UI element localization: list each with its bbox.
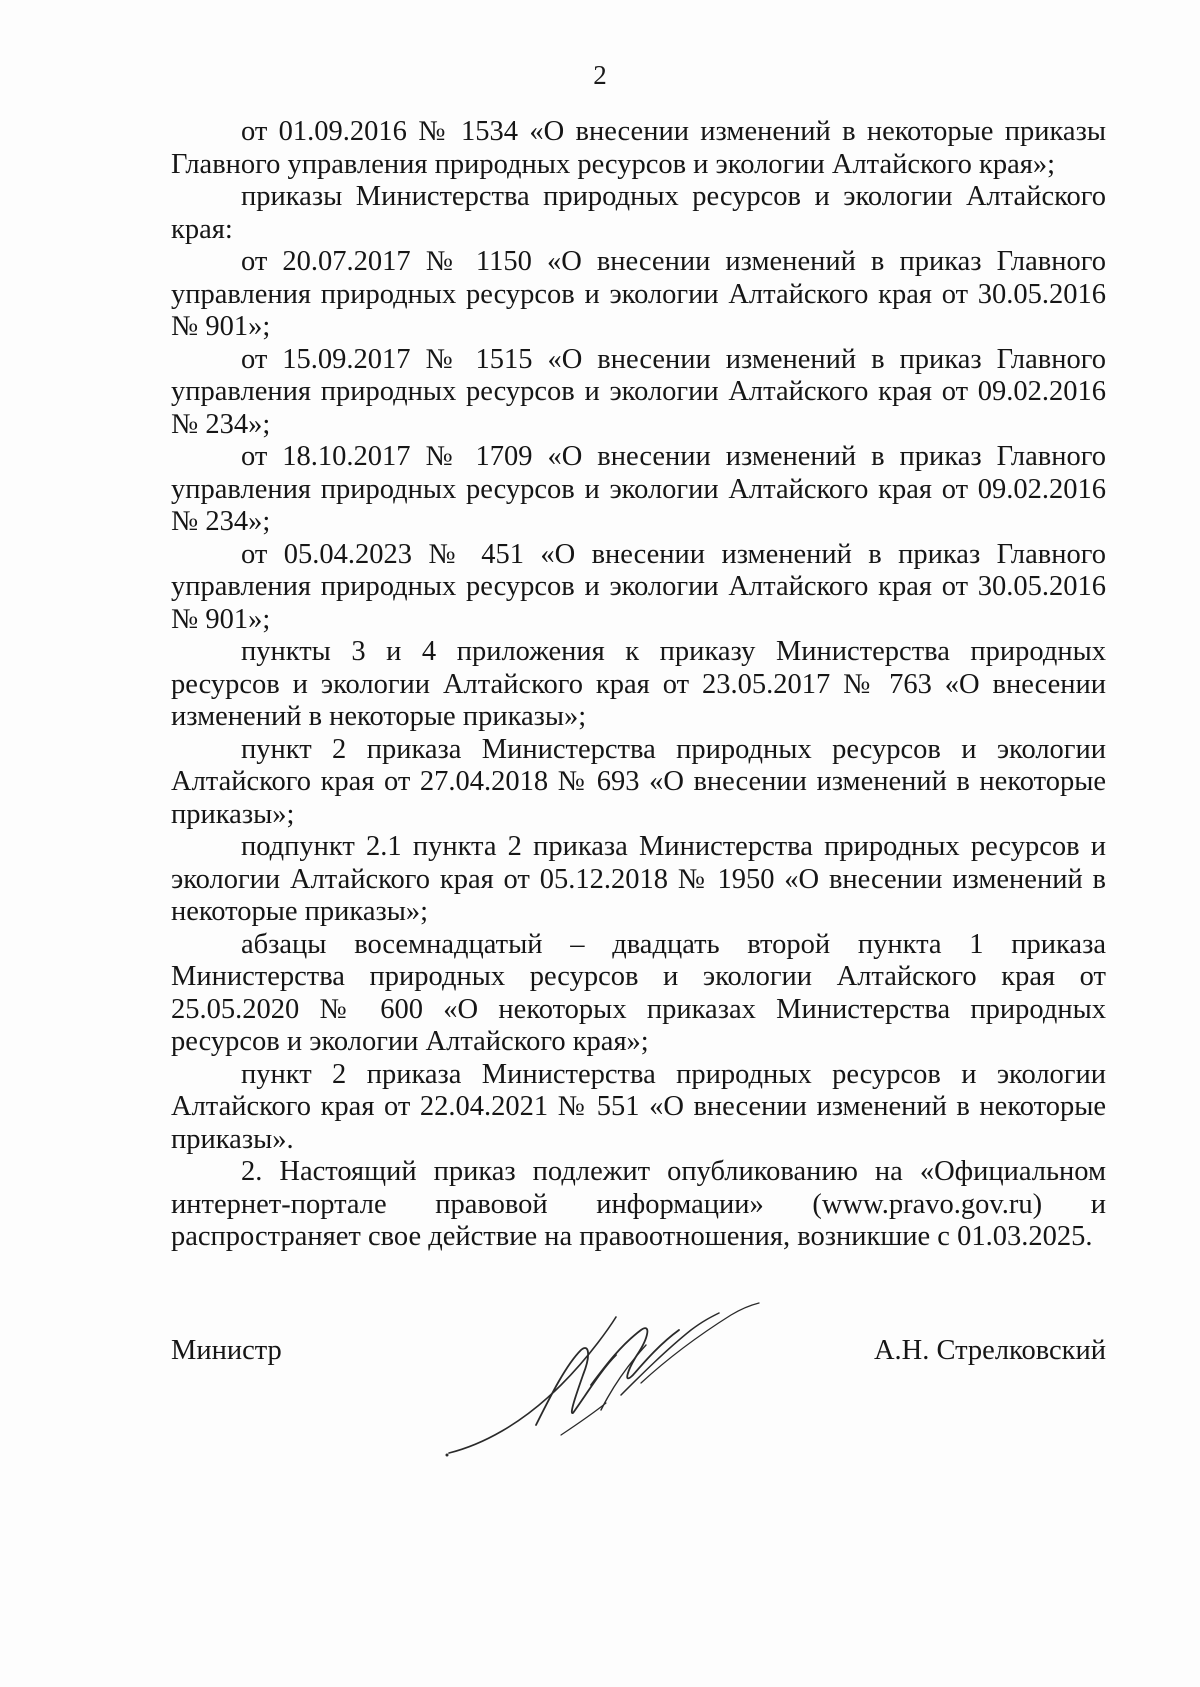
paragraph: от 01.09.2016 № 1534 «О внесении изменений в некоторые приказы Главного управления природных ресурсов и экологии Алтайского края»; [171, 116, 1106, 180]
paragraph: от 15.09.2017 № 1515 «О внесении изменений в приказ Главного управления природных ресурсов и экологии Алтайского края от 09.02.2016 № 234»; [171, 343, 1106, 440]
paragraph: 2. Настоящий приказ подлежит опубликованию на «Официальном интернет-портале правовой информации» (www.pravo.gov.ru) и распространяет свое действие на правоотношения, возникшие с 01.03.2025. [171, 1156, 1106, 1252]
handwritten-signature [441, 1275, 771, 1475]
paragraph: приказы Министерства природных ресурсов и экологии Алтайского края: [171, 181, 1106, 245]
paragraph: пункты 3 и 4 приложения к приказу Министерства природных ресурсов и экологии Алтайского края от 23.05.2017 № 763 «О внесении изменений в некоторые приказы»; [171, 636, 1106, 732]
paragraph: от 05.04.2023 № 451 «О внесении изменений в приказ Главного управления природных ресурсов и экологии Алтайского края от 30.05.2016 № 901»; [171, 538, 1106, 635]
paragraph: от 18.10.2017 № 1709 «О внесении изменений в приказ Главного управления природных ресурсов и экологии Алтайского края от 09.02.2016 № 234»; [171, 441, 1106, 537]
paragraph: пункт 2 приказа Министерства природных ресурсов и экологии Алтайского края от 27.04.2018 № 693 «О внесении изменений в некоторые приказы»; [171, 733, 1106, 830]
signer-name: А.Н. Стрелковский [873, 1335, 1106, 1366]
paragraph: подпункт 2.1 пункта 2 приказа Министерства природных ресурсов и экологии Алтайского края от 05.12.2018 № 1950 «О внесении изменений в некоторые приказы»; [171, 831, 1106, 927]
document-body [171, 116, 1106, 1254]
signature-block [171, 1325, 1106, 1475]
paragraph: пункт 2 приказа Министерства природных ресурсов и экологии Алтайского края от 22.04.2021 № 551 «О внесении изменений в некоторые приказы». [171, 1058, 1106, 1155]
page-number: 2 [593, 60, 607, 90]
signer-position: Министр [171, 1335, 282, 1366]
paragraph: от 20.07.2017 № 1150 «О внесении изменений в приказ Главного управления природных ресурсов и экологии Алтайского края от 30.05.2016 № 901»; [171, 246, 1106, 342]
paragraph: абзацы восемнадцатый – двадцать второй пункта 1 приказа Министерства природных ресурсов и экологии Алтайского края от 25.05.2020 № 600 «О некоторых приказах Министерства природных ресурсов и экологии Алтайского края»; [171, 928, 1106, 1057]
